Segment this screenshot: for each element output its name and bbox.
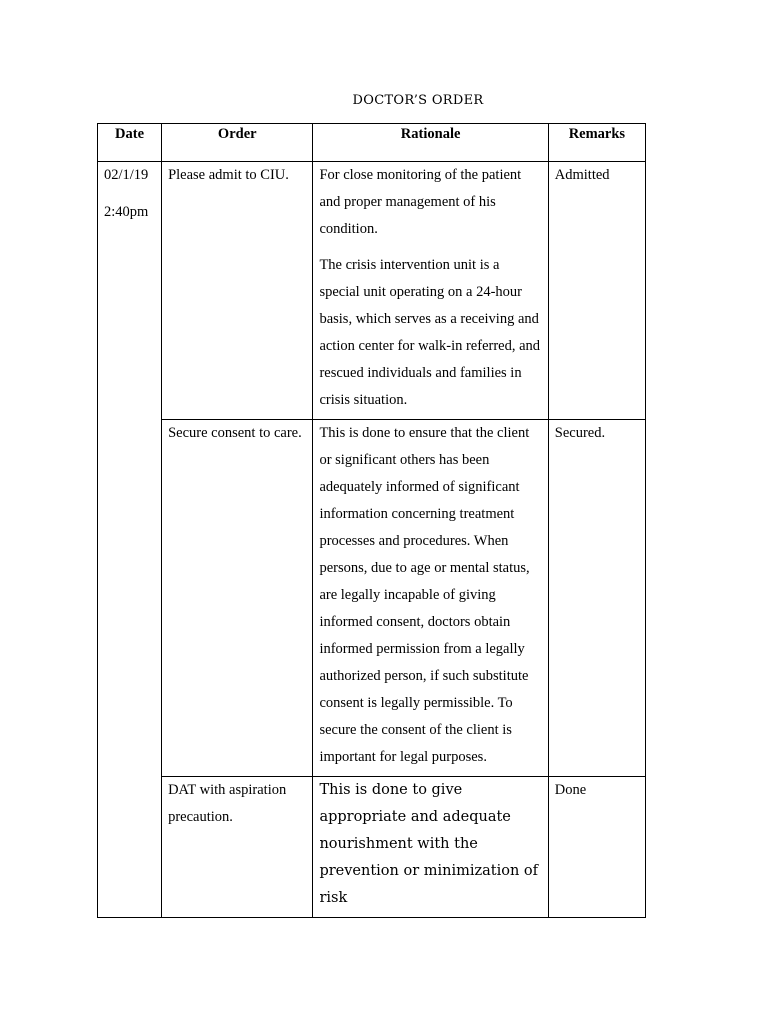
rationale-cell	[313, 777, 548, 918]
remarks-cell: Secured.	[548, 420, 645, 777]
remarks-cell: Done	[548, 777, 645, 918]
remarks-cell: Admitted	[548, 162, 645, 420]
order-time: 2:40pm	[104, 204, 149, 220]
header-order: Order	[162, 124, 313, 162]
page-title: DOCTOR’S ORDER	[352, 93, 484, 108]
rationale-cell	[313, 420, 548, 777]
table-row	[98, 162, 646, 420]
table-row	[98, 777, 646, 918]
rationale-paragraph: This is done to ensure that the client or significant others has been adequately informed of significant information concerning treatment processes and procedures. When persons, due to age or mental status, are legally incapable of giving informed consent, doctors obtain informed permission from a legally authorized person, if such substitute consent is legally permissible. To secure the consent of the client is important for legal purposes.	[319, 425, 530, 765]
table-row	[98, 420, 646, 777]
rationale-cell	[313, 162, 548, 420]
rationale-paragraph: This is done to give appropriate and adequate nourishment with the prevention or minimization of risk	[319, 782, 539, 906]
order-cell: Secure consent to care.	[162, 420, 313, 777]
header-remarks: Remarks	[548, 124, 645, 162]
date-cell	[98, 162, 162, 918]
table-header-row	[98, 124, 646, 162]
doctors-order-table	[97, 123, 646, 918]
header-date: Date	[98, 124, 162, 162]
rationale-paragraph: The crisis intervention unit is a special unit operating on a 24-hour basis, which serves as a receiving and action center for walk-in referred, and rescued individuals and families in crisis situation.	[319, 257, 541, 408]
rationale-paragraph: For close monitoring of the patient and proper management of his condition.	[319, 167, 522, 237]
order-cell: Please admit to CIU.	[162, 162, 313, 420]
order-cell: DAT with aspiration precaution.	[162, 777, 313, 918]
header-rationale: Rationale	[313, 124, 548, 162]
order-date: 02/1/19	[104, 167, 149, 183]
